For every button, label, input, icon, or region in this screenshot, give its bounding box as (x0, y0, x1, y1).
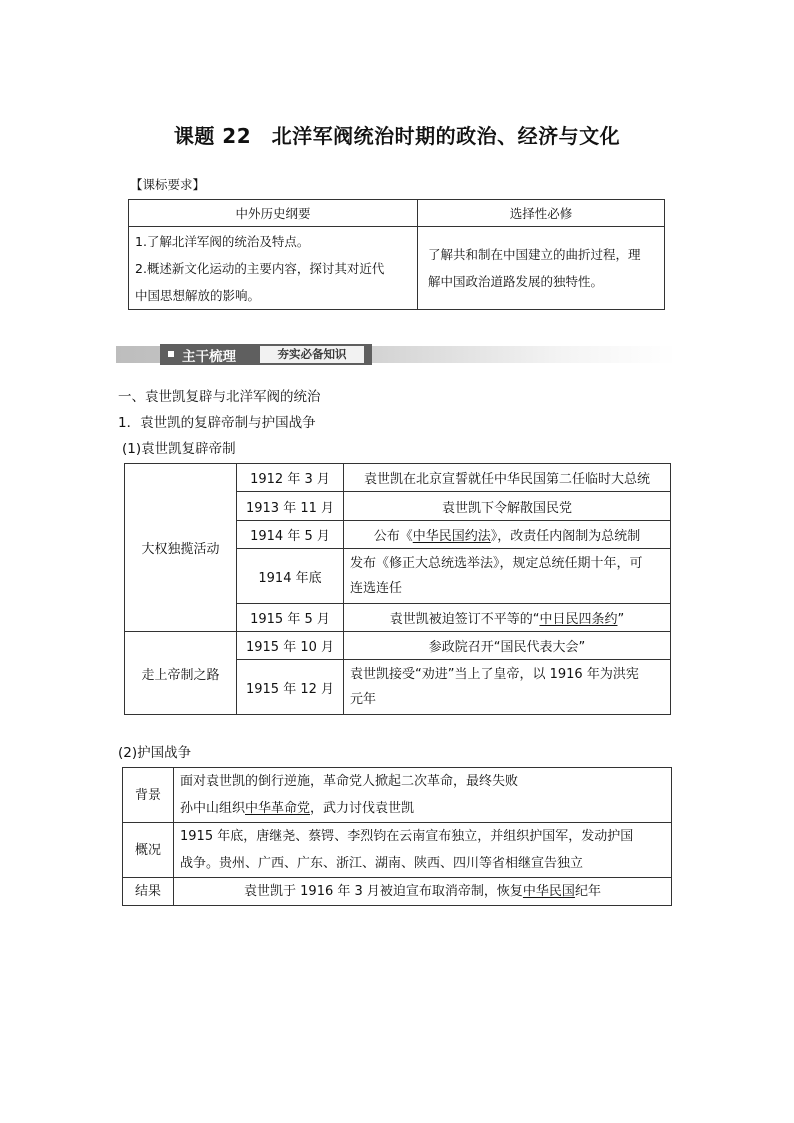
event-cell (344, 604, 671, 632)
content-line: 1915 年底，唐继尧、蔡锷、李烈钧在云南宣布独立，并组织护国军，发动护国 (180, 829, 634, 844)
subsection-heading: 1．袁世凯的复辟帝制与护国战争 (118, 415, 316, 431)
event-text: 公布《 (373, 529, 413, 544)
event-text: 》，改责任内阁制为总统制 (490, 529, 641, 544)
row-content (174, 823, 672, 878)
key-term: 中日民四条约 (539, 612, 618, 627)
date-cell: 1913 年 11 月 (237, 492, 344, 521)
date-cell: 1914 年底 (237, 549, 344, 604)
date-cell: 1915 年 12 月 (237, 660, 344, 715)
square-bullet-icon (168, 351, 174, 357)
requirement-line: 2.概述新文化运动的主要内容，探讨其对近代 (135, 260, 385, 276)
restoration-table (124, 463, 671, 715)
table-row (123, 823, 672, 878)
requirement-line: 解中国政治道路发展的独特性。 (428, 274, 604, 289)
event-cell: 袁世凯下令解散国民党 (344, 492, 671, 521)
sub-heading: (2)护国战争 (118, 745, 192, 761)
date-cell: 1912 年 3 月 (237, 464, 344, 492)
requirement-line: 中国思想解放的影响。 (135, 287, 261, 303)
national-protection-war-table (122, 767, 672, 906)
key-term: 中华革命党 (245, 801, 311, 816)
event-cell: 参政院召开“国民代表大会” (344, 632, 671, 660)
event-text: 袁世凯被迫签订不平等的“ (389, 612, 540, 627)
requirements-label: 【课标要求】 (130, 177, 206, 192)
header-outline: 中外历史纲要 (129, 200, 418, 227)
event-cell (344, 660, 671, 715)
event-line: 元年 (350, 692, 377, 707)
content-line: 战争。贵州、广西、广东、浙江、湖南、陕西、四川等省相继宣告独立 (180, 856, 584, 871)
section-heading: 一、袁世凯复辟与北洋军阀的统治 (118, 389, 321, 405)
row-content (174, 878, 672, 906)
curriculum-standards-table (128, 199, 665, 310)
requirement-line: 了解共和制在中国建立的曲折过程，理 (428, 247, 641, 262)
event-line: 连选连任 (350, 581, 403, 596)
table-row (125, 632, 671, 660)
page-title: 课题 22 北洋军阀统治时期的政治、经济与文化 (173, 124, 621, 148)
date-cell: 1915 年 10 月 (237, 632, 344, 660)
group-label: 大权独揽活动 (125, 464, 237, 632)
sub-heading: (1)袁世凯复辟帝制 (122, 441, 236, 457)
content-text: 纪年 (574, 884, 601, 899)
table-row (123, 878, 672, 906)
table-row (123, 768, 672, 823)
event-cell: 袁世凯在北京宣誓就任中华民国第二任临时大总统 (344, 464, 671, 492)
group-label: 走上帝制之路 (125, 632, 237, 715)
row-label: 背景 (123, 768, 174, 823)
event-line: 袁世凯接受“劝进”当上了皇帝，以 1916 年为洪宪 (350, 667, 639, 682)
content-text: 袁世凯于 1916 年 3 月被迫宣布取消帝制，恢复 (244, 884, 523, 899)
event-cell (344, 549, 671, 604)
outline-requirements (129, 227, 418, 310)
key-term: 中华民国约法 (412, 529, 491, 544)
date-cell: 1914 年 5 月 (237, 521, 344, 549)
requirement-line: 1.了解北洋军阀的统治及特点。 (135, 233, 310, 249)
event-cell (344, 521, 671, 549)
table-row (129, 227, 665, 310)
date-cell: 1915 年 5 月 (237, 604, 344, 632)
content-text: 孙中山组织 (180, 801, 246, 816)
row-content (174, 768, 672, 823)
key-term: 中华民国 (522, 884, 575, 899)
banner-main-label: 主干梳理 (182, 349, 236, 365)
table-row (125, 464, 671, 492)
banner-sub-label: 夯实必备知识 (260, 346, 364, 363)
elective-requirements (418, 227, 665, 310)
section-banner (116, 344, 676, 365)
content-line (180, 795, 665, 822)
event-line: 发布《修正大总统选举法》，规定总统任期十年，可 (350, 556, 643, 571)
row-label: 概况 (123, 823, 174, 878)
row-label: 结果 (123, 878, 174, 906)
header-elective: 选择性必修 (418, 200, 665, 227)
table-header-row (129, 200, 665, 227)
event-text: ” (617, 612, 625, 627)
content-line: 面对袁世凯的倒行逆施，革命党人掀起二次革命，最终失败 (180, 774, 519, 789)
content-text: ，武力讨伐袁世凯 (310, 801, 415, 816)
